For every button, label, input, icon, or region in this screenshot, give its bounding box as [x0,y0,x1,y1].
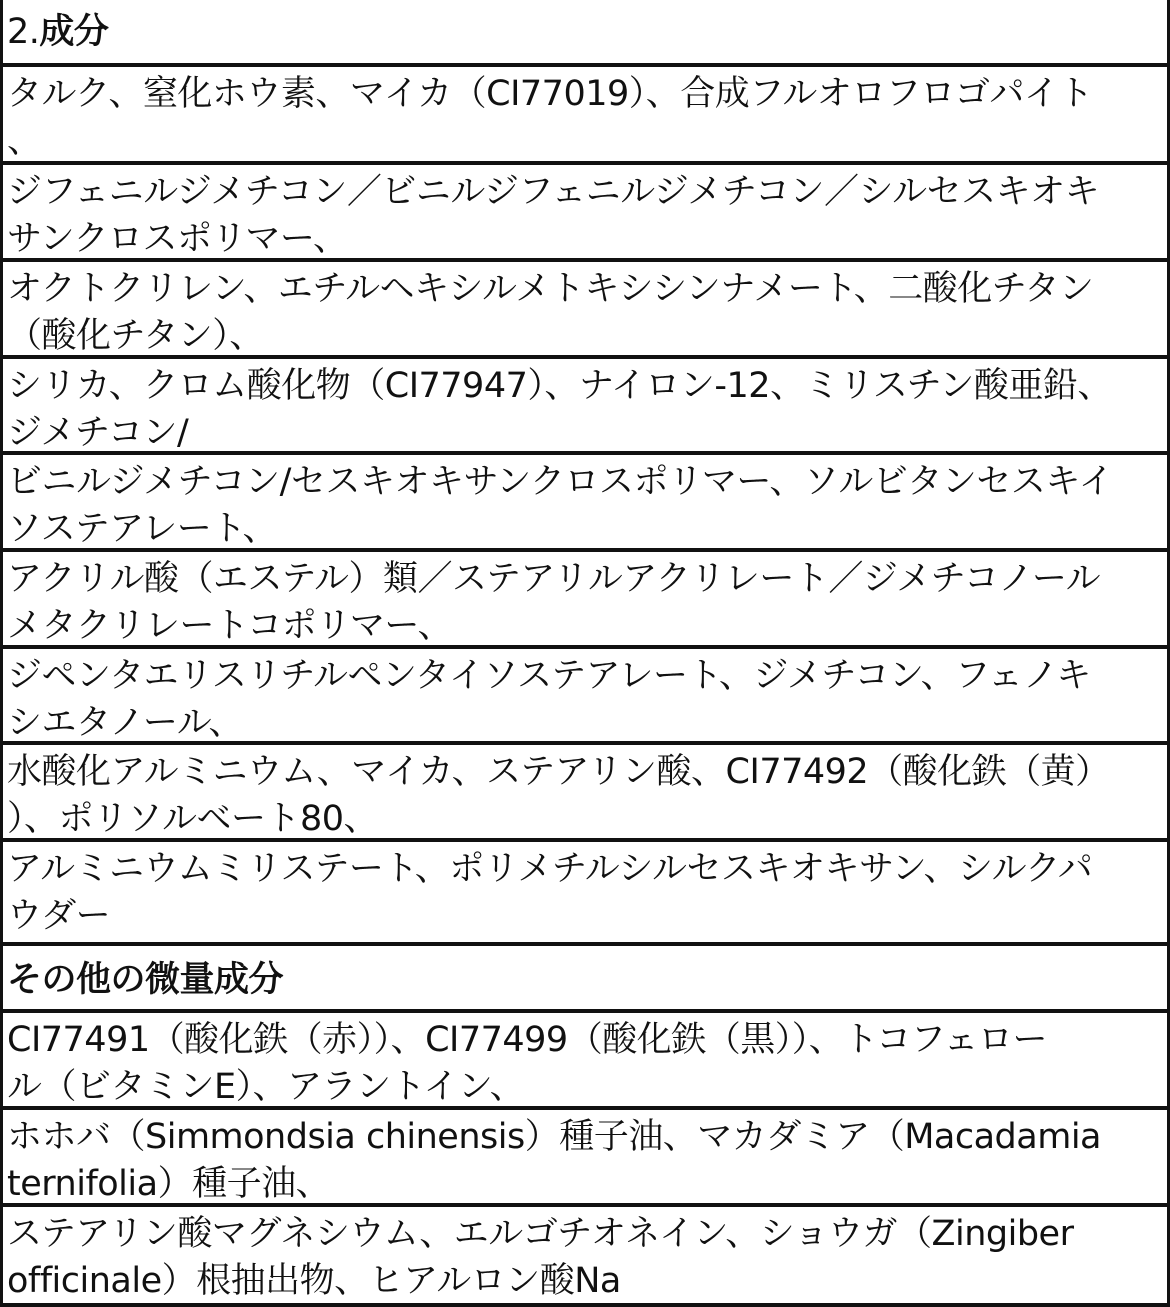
ingredient-text: ジペンタエリスリチルペンタイソステアレート、ジメチコン、フェノキ [7,656,1091,696]
ingredient-row [3,548,1167,647]
ingredient-text: メタクリレートコポリマー、 [7,606,453,646]
ingredient-row [3,838,1167,944]
ingredient-text: ternifolia）種子油、 [7,1164,331,1204]
ingredient-row [3,355,1167,453]
minor-ingredient-row [3,1106,1167,1205]
ingredient-text: アルミニウムミリステート、ポリメチルシルセスキオキサン、シルクパ [7,849,1093,889]
ingredient-text: ステアリン酸マグネシウム、エルゴチオネイン、ショウガ（Zingiber [7,1214,1074,1254]
ingredient-text: ジフェニルジメチコン／ビニルジフェニルジメチコン／シルセスキオキ [7,172,1100,212]
ingredient-row [3,258,1167,357]
ingredient-text: ソステアレート、 [7,509,278,549]
ingredient-row [3,63,1167,163]
ingredient-text: 水酸化アルミニウム、マイカ、ステアリン酸、CI77492（酸化鉄（黄） [7,752,1110,792]
section-heading [3,0,1167,65]
ingredient-row [3,741,1167,840]
minor-ingredients-heading [3,942,1167,1011]
minor-ingredient-row [3,1203,1167,1307]
ingredient-text: ル（ビタミンE）、アラントイン、 [7,1067,525,1107]
ingredient-text: シエタノール、 [7,703,243,743]
ingredient-text: （酸化チタン）、 [7,316,264,356]
ingredient-row [3,645,1167,743]
ingredient-text: CI77491（酸化鉄（赤））、CI77499（酸化鉄（黒））、トコフェロー [7,1020,1048,1060]
ingredient-text: ホホバ（Simmondsia chinensis）種子油、マカダミア（Macadamia [7,1117,1101,1157]
ingredient-text: ）、ポリソルベート80、 [7,799,379,839]
ingredient-row [3,451,1167,550]
ingredient-text: シリカ、クロム酸化物（CI77947）、ナイロン-12、ミリスチン酸亜鉛、 [7,366,1112,406]
ingredient-text: officinale）根抽出物、ヒアルロン酸Na [7,1261,621,1301]
section-title: 成分 [39,12,109,52]
ingredient-text: サンクロスポリマー、 [7,219,348,259]
minor-ingredient-row [3,1009,1167,1108]
ingredient-text: アクリル酸（エステル）類／ステアリルアクリレート／ジメチコノール [7,559,1101,599]
ingredient-text: タルク、窒化ホウ素、マイカ（CI77019）、合成フルオロフロゴパイト [7,74,1093,114]
ingredient-text: ウダー [7,896,111,936]
ingredient-text: ジメチコン/ [7,413,189,453]
ingredient-text: 、 [7,121,42,161]
section-number: 2. [7,12,40,52]
ingredient-row [3,161,1167,260]
ingredient-text: オクトクリレン、エチルヘキシルメトキシシンナメート、二酸化チタン [7,269,1094,309]
ingredient-text: ビニルジメチコン/セスキオキサンクロスポリマー、ソルビタンセスキイ [7,462,1114,502]
minor-ingredients-title: その他の微量成分 [7,960,284,1000]
